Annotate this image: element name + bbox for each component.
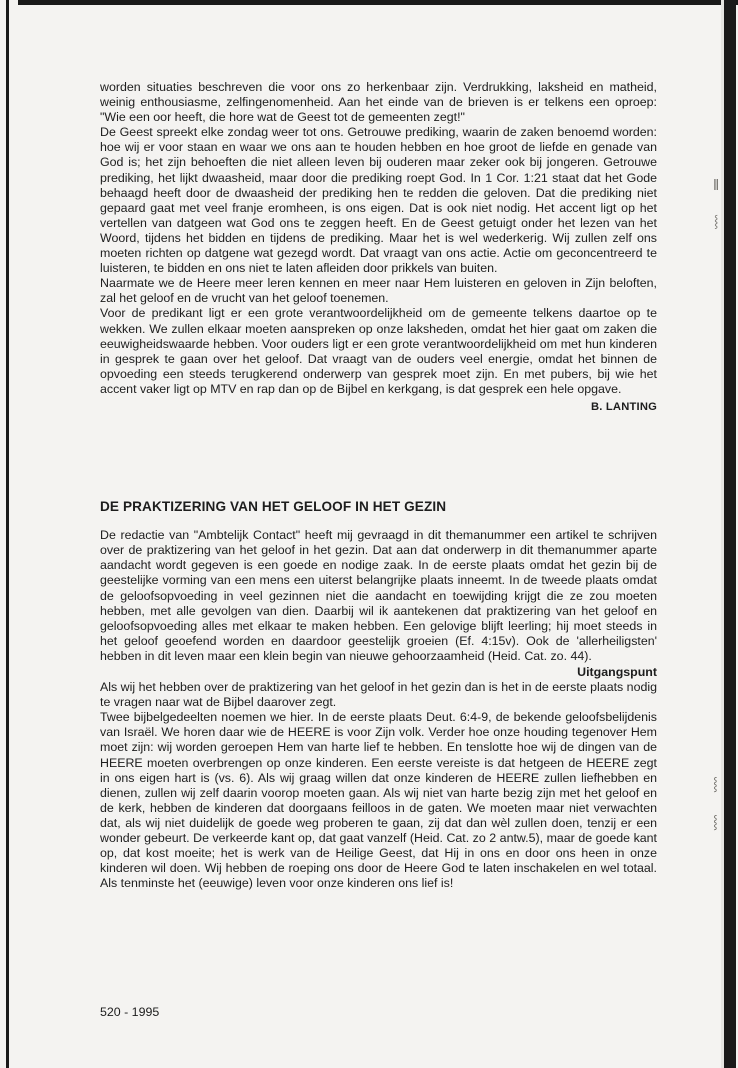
subheading: Uitgangspunt — [577, 665, 657, 679]
article-continuation — [100, 80, 657, 415]
document-page — [100, 80, 657, 891]
margin-mark: ‖ — [713, 177, 720, 194]
article-praktizering — [100, 499, 657, 891]
page-number: 520 - 1995 — [100, 1005, 160, 1019]
paragraph: Voor de predikant ligt er een grote verantwoordelijkheid om de gemeente telkens daartoe op te wekken. We zullen elkaar moeten aanspreken op onze laksheden, omdat het hier gaat om zaken die eeuwigheidswaarde hebben. Voor ouders ligt er een grote verantwoordelijkheid om met hun kinderen in gesprek te gaan over het geloof. Dat vraagt van de ouders veel energie, omdat het binnen de opvoeding een steeds terugkerend onderwerp van gesprek moet zijn. En met pubers, bij wie het accent vaker ligt op MTV en rap dan op de Bijbel en kerkgang, is dat gesprek een hele opgave. — [100, 306, 657, 396]
paragraph: Als wij het hebben over de praktizering van het geloof in het gezin dan is het in de eerste plaats nodig te vragen naar wat de Bijbel daarover zegt. — [100, 680, 657, 710]
paragraph: worden situaties beschreven die voor ons zo herkenbaar zijn. Verdrukking, laksheid en matheid, weinig enthousiasme, zelfingenomenheid. Aan het einde van de brieven is er telkens een oproep: "Wie een oor heeft, die hore wat de Geest tot de gemeenten zegt!" — [100, 80, 657, 125]
section-title: DE PRAKTIZERING VAN HET GELOOF IN HET GEZIN — [100, 499, 447, 515]
scan-edge-right — [724, 0, 736, 1068]
scan-edge-top — [18, 0, 738, 5]
author-signature: B. LANTING — [590, 400, 657, 413]
paragraph: De Geest spreekt elke zondag weer tot ons. Getrouwe prediking, waarin de zaken benoemd worden: hoe wij er voor staan en waar we ons aan te houden hebben en hoe groot de liefde en genade van God is; het zijn behoeften die niet alleen leven bij ouderen maar zeker ook bij jongeren. Getrouwe prediking, het lijkt dwaasheid, maar door die prediking roept God. In 1 Cor. 1:21 staat dat het Gode behaagd heeft door de dwaasheid der prediking hen te redden die geloven. Dat die prediking niet gepaard gaat met veel franje eromheen, is ons eigen. Dat is ook niet nodig. Het accent ligt op het vertellen van datgeen wat God ons te zeggen heeft. En de Geest getuigt onder het lezen van het Woord, tijdens het bidden en tijdens de prediking. Maar het is wel wederkerig. Wij zullen zelf ons moeten richten op datgene wat gezegd wordt. Dat vraagt van ons actie. Actie om geconcentreerd te luisteren, te bidden en ons niet te laten afleiden door prikkels van buiten. — [100, 125, 657, 276]
margin-mark: ⸾ — [713, 776, 718, 791]
margin-mark: ⸾ — [713, 814, 718, 829]
paragraph: Naarmate we de Heere meer leren kennen en meer naar Hem luisteren en geloven in Zijn beloften, zal het geloof en de vrucht van het geloof toenemen. — [100, 276, 657, 306]
margin-mark: ⸾ — [714, 214, 719, 228]
paragraph: Twee bijbelgedeelten noemen we hier. In de eerste plaats Deut. 6:4-9, de bekende geloofsbelijdenis van Israël. We horen daar wie de HEERE is voor Zijn volk. Verder hoe onze houding tegenover Hem moet zijn: wij worden geroepen Hem van harte lief te hebben. En tenslotte hoe wij de dingen van de HEERE moeten overbrengen op onze kinderen. Een eerste vereiste is dat hetgeen de HEERE zegt in ons eigen hart is (vs. 6). Als wij graag willen dat onze kinderen de HEERE zullen liefhebben en dienen, zullen wij zelf daarin voorop moeten gaan. Als wij niet van harte bezig zijn met het geloof en de kerk, hebben de kinderen dat doorgaans feilloos in de gaten. We moeten maar niet verwachten dat, als wij niet duidelijk de goede weg proberen te gaan, zij dat dan wèl zullen doen, tenzij er een wonder gebeurt. De verkeerde kant op, dat gaat vanzelf (Heid. Cat. zo 2 antw.5), maar de goede kant op, dat kost moeite; het is werk van de Heilige Geest, dat Hij in ons en door ons heen in onze kinderen wil doen. Wij hebben de roeping ons door de Heere God te laten inschakelen en wel totaal. Als tenminste het (eeuwige) leven voor onze kinderen ons lief is! — [100, 710, 657, 891]
scan-edge-left — [6, 0, 9, 1068]
intro-paragraph: De redactie van "Ambtelijk Contact" heeft mij gevraagd in dit themanummer een artikel te schrijven over de praktizering van het geloof in het gezin. Dat aan dat onderwerp in dit themanummer aparte aandacht wordt gegeven is een goede en nodige zaak. In de eerste plaats omdat het gezin bij de geestelijke vorming van een mens een uiterst belangrijke plaats inneemt. In de tweede plaats omdat de geloofsopvoeding in veel gezinnen niet die aandacht en toewijding krijgt die ze zou moeten hebben, met alle gevolgen van dien. Daarbij wil ik aantekenen dat praktizering van het geloof en geloofsopvoeding alles met elkaar te maken hebben. Een gelovige blijft leerling; hij moet steeds in het geloof geoefend worden en daardoor geestelijk groeien (Ef. 4:15v). Ook de 'allerheiligsten' hebben in dit leven maar een klein begin van nieuwe gehoorzaamheid (Heid. Cat. zo. 44). — [100, 528, 657, 663]
